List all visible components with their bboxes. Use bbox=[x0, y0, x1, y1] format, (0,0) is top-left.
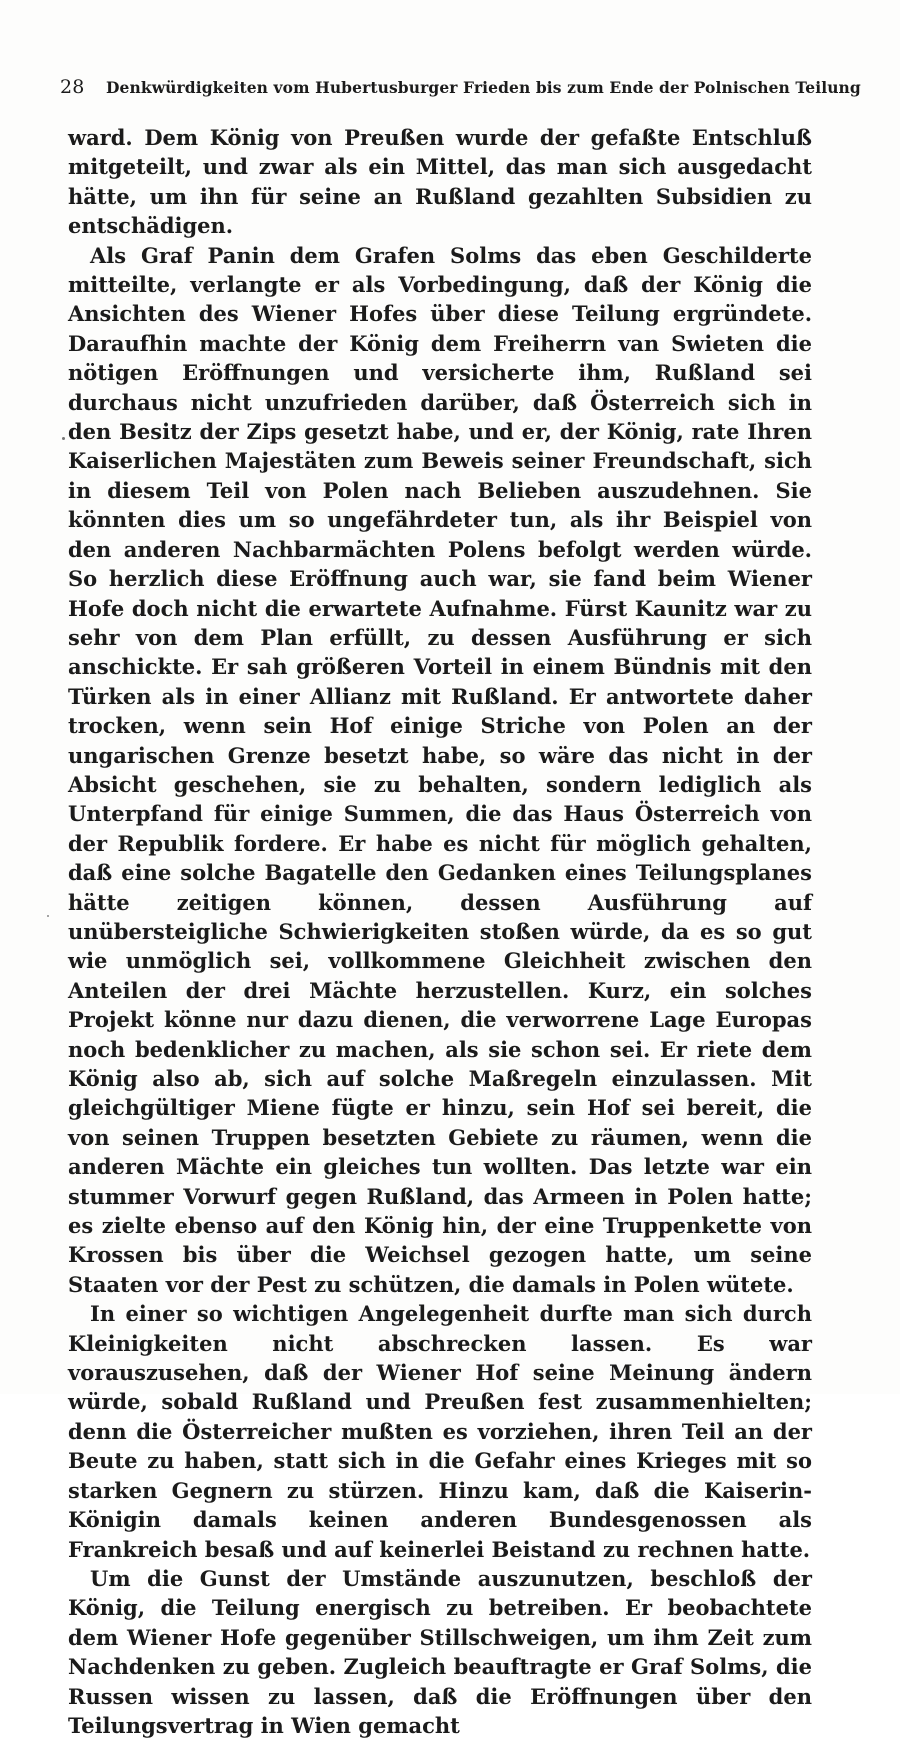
paragraph: Um die Gunst der Umstände auszunutzen, beschloß der König, die Teilung energisch zu betreiben. Er beobachtete dem Wiener Hofe gegenüber Stillschweigen, um ihm Zeit zum Nachdenken zu geben. Zugleich beauftragte er Graf Solms, die Russen wissen zu lassen, daß die Eröffnungen über den Teilungsvertrag in Wien gemacht bbox=[68, 1565, 812, 1738]
margin-speck bbox=[47, 915, 49, 917]
margin-speck bbox=[62, 437, 65, 440]
body-text bbox=[68, 123, 812, 1740]
page-number: 28 bbox=[60, 76, 85, 98]
running-title: Denkwürdigkeiten vom Hubertusburger Frieden bis zum Ende der Polnischen Teilung bbox=[106, 78, 861, 97]
page-header bbox=[60, 76, 861, 102]
paragraph: In einer so wichtigen Angelegenheit durfte man sich durch Kleinigkeiten nicht abschrecken lassen. Es war vorauszusehen, daß der Wiener Hof seine Meinung ändern würde, sobald Rußland und Preußen fest zusammenhielten; denn die Österreicher mußten es vorziehen, ihren Teil an der Beute zu haben, statt sich in die Gefahr eines Krieges mit so starken Gegnern zu stürzen. Hinzu kam, daß die Kaiserin-Königin damals keinen anderen Bundesgenossen als Frankreich besaß und auf keinerlei Beistand zu rechnen hatte. bbox=[68, 1301, 812, 1562]
paragraph: Als Graf Panin dem Grafen Solms das eben Geschilderte mitteilte, verlangte er als Vorbedingung, daß der König die Ansichten des Wiener Hofes über diese Teilung ergründete. Daraufhin machte der König dem Freiherrn van Swieten die nötigen Eröffnungen und versicherte ihm, Rußland sei durchaus nicht unzufrieden darüber, daß Österreich sich in den Besitz der Zips gesetzt habe, und er, der König, rate Ihren Kaiserlichen Majestäten zum Beweis seiner Freundschaft, sich in diesem Teil von Polen nach Belieben auszudehnen. Sie könnten dies um so ungefährdeter tun, als ihr Beispiel von den anderen Nachbarmächten Polens befolgt werden würde. So herzlich diese Eröffnung auch war, sie fand beim Wiener Hofe doch nicht die erwartete Aufnahme. Fürst Kaunitz war zu sehr von dem Plan erfüllt, zu dessen Ausführung er sich anschickte. Er sah größeren Vorteil in einem Bündnis mit den Türken als in einer Allianz mit Rußland. Er antwortete daher trocken, wenn sein Hof einige Striche von Polen an der ungarischen Grenze besetzt habe, so wäre das nicht in der Absicht geschehen, sie zu behalten, sondern lediglich als Unterpfand für einige Summen, die das Haus Österreich von der Republik fordere. Er habe es nicht für möglich gehalten, daß eine solche Bagatelle den Gedanken eines Teilungsplanes hätte zeitigen können, dessen Ausführung auf unübersteigliche Schwierigkeiten stoßen würde, da es so gut wie unmöglich sei, vollkommene Gleichheit zwischen den Anteilen der drei Mächte herzustellen. Kurz, ein solches Projekt könne nur dazu dienen, die verworrene Lage Europas noch bedenklicher zu machen, als sie schon sei. Er riete dem König also ab, sich auf solche Maßregeln einzulassen. Mit gleichgültiger Miene fügte er hinzu, sein Hof sei bereit, die von seinen Truppen besetzten Gebiete zu räumen, wenn die anderen Mächte ein gleiches tun wollten. Das letzte war ein stummer Vorwurf gegen Rußland, das Armeen in Polen hatte; es zielte ebenso auf den König hin, der eine Truppenkette von Krossen bis über die Weichsel gezogen hatte, um seine Staaten vor der Pest zu schützen, die damals in Polen wütete. bbox=[68, 242, 812, 1297]
paragraph: ward. Dem König von Preußen wurde der gefaßte Entschluß mitgeteilt, und zwar als ein Mittel, das man sich ausgedacht hätte, um ihn für seine an Rußland gezahlten Subsidien zu entschädigen. bbox=[68, 125, 812, 239]
